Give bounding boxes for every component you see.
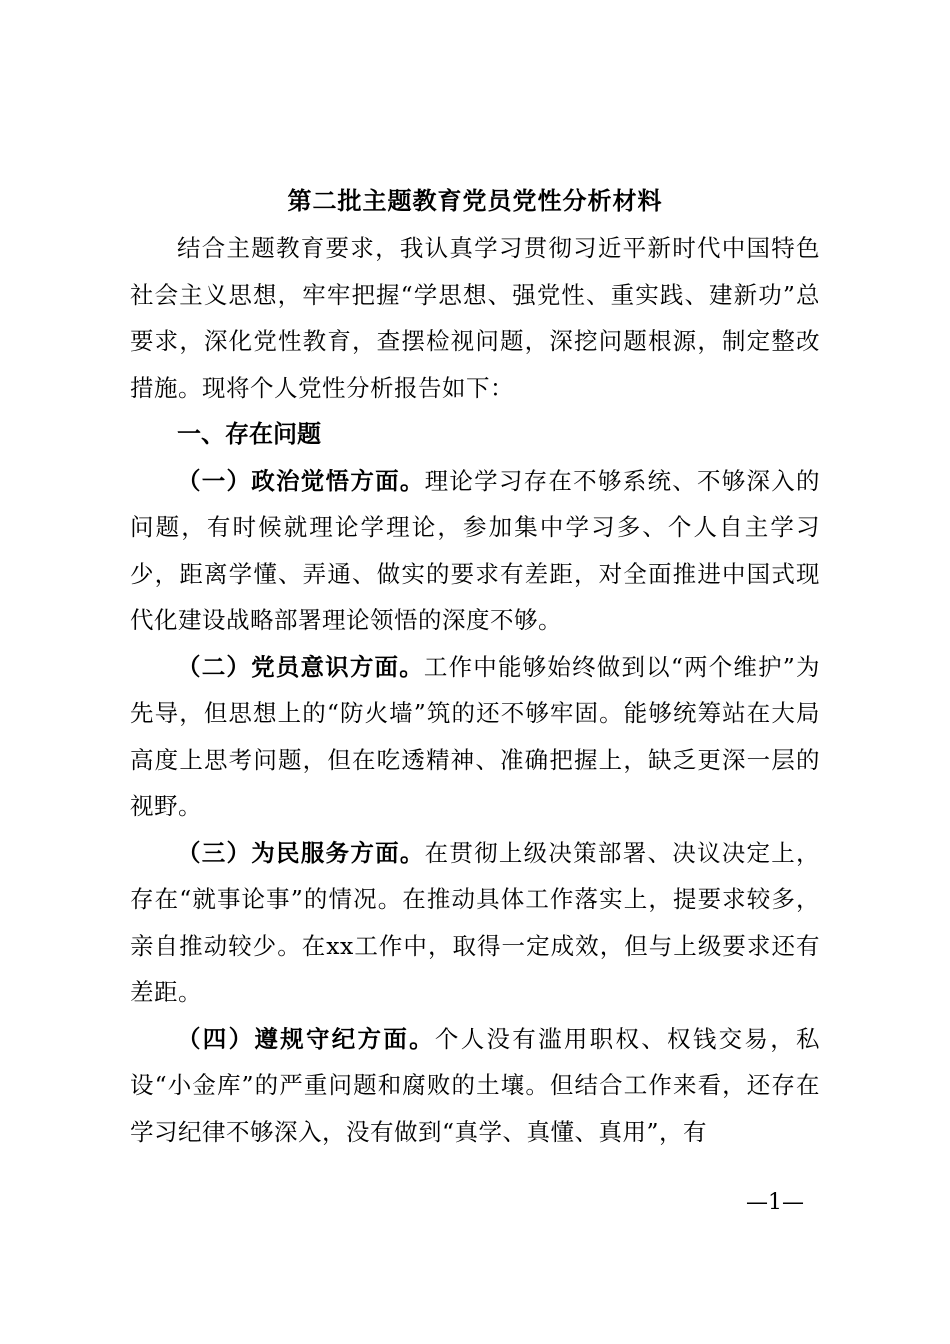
item-lead: （二）党员意识方面。 — [177, 652, 424, 681]
document-title: 第二批主题教育党员党性分析材料 — [287, 186, 663, 215]
item-paragraph-2 — [130, 644, 820, 830]
page-number: —1— — [746, 1190, 804, 1215]
item-text: 理论学习存在不够系统、不够深入的问题，有时候就理论学理论，参加集中学习多、个人自主学习少，距离学懂、弄通、做实的要求有差距，对全面推进中国式现代化建设战略部署理论领悟的深度不够。 — [130, 466, 821, 634]
intro-paragraph: 结合主题教育要求，我认真学习贯彻习近平新时代中国特色社会主义思想，牢牢把握“学思想、强党性、重实践、建新功”总要求，深化党性教育，查摆检视问题，深挖问题根源，制定整改措施。现将个人党性分析报告如下： — [130, 234, 820, 402]
item-lead: （一）政治觉悟方面。 — [177, 466, 425, 495]
item-text: 工作中能够始终做到以“两个维护”为先导，但思想上的“防火墙”筑的还不够牢固。能够统筹站在大局高度上思考问题，但在吃透精神、准确把握上，缺乏更深一层的视野。 — [130, 652, 821, 820]
item-text: 个人没有滥用职权、权钱交易，私设“小金库”的严重问题和腐败的土壤。但结合工作来看，还存在学习纪律不够深入，没有做到“真学、真懂、真用”，有 — [130, 1024, 821, 1146]
item-text: 在贯彻上级决策部署、决议决定上，存在“就事论事”的情况。在推动具体工作落实上，提要求较多，亲自推动较少。在xx工作中，取得一定成效，但与上级要求还有差距。 — [130, 838, 821, 1006]
item-paragraph-1 — [130, 458, 820, 644]
section-heading: 一、存在问题 — [177, 420, 321, 448]
document-body — [130, 225, 820, 1155]
item-paragraph-3 — [130, 830, 820, 1016]
item-lead: （三）为民服务方面。 — [177, 838, 425, 867]
item-lead: （四）遵规守纪方面。 — [177, 1024, 435, 1053]
item-paragraph-4 — [130, 1016, 820, 1156]
